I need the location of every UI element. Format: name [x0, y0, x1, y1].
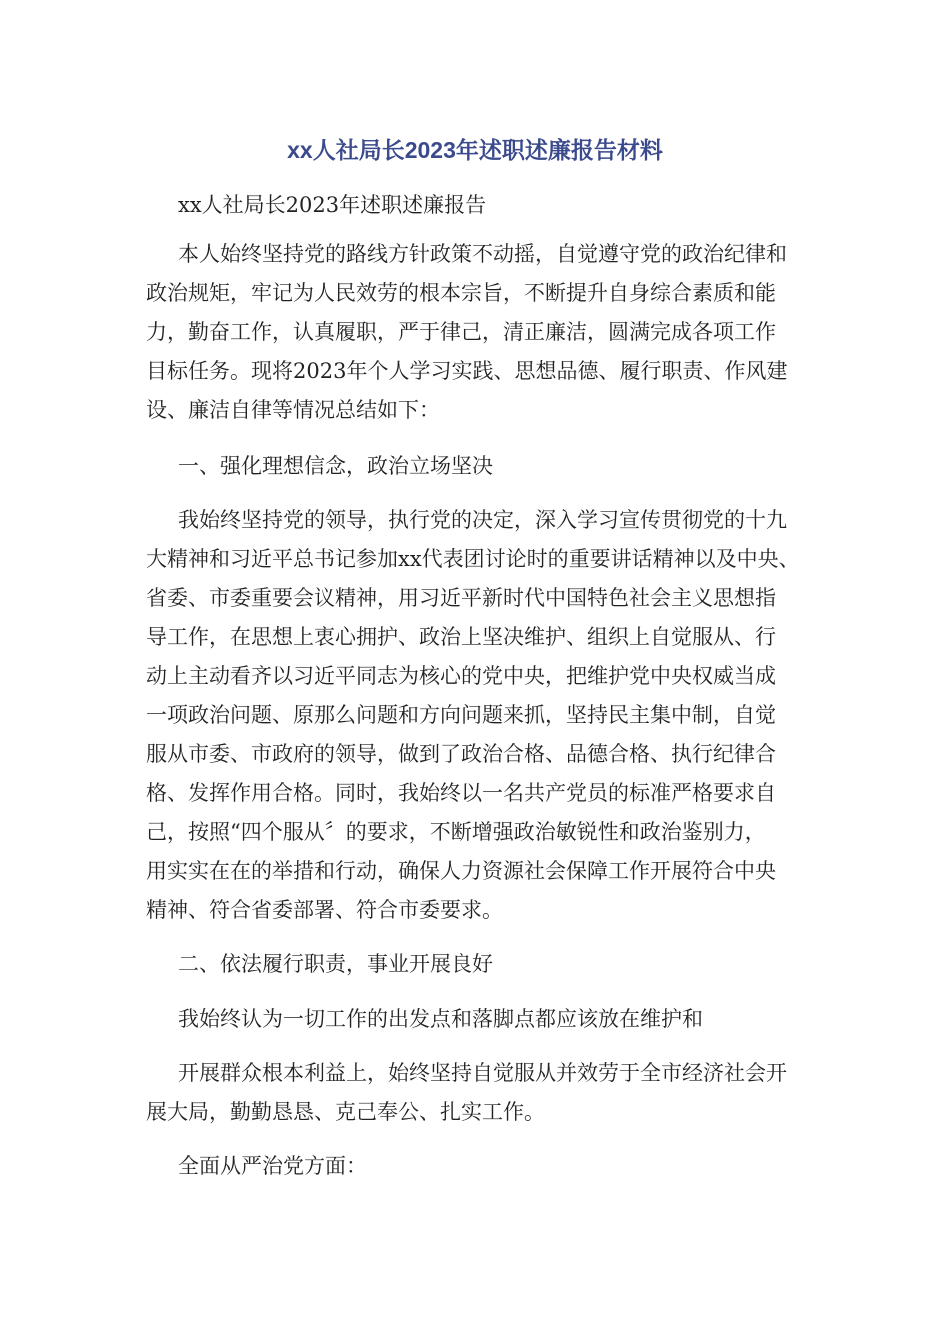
section2-paragraph [146, 1054, 826, 1132]
section1-line: 己，按照“四个服从〞的要求，不断增强政治敏锐性和政治鉴别力， [146, 820, 766, 844]
section2-line: 展大局，勤勤恳恳、克己奉公、扎实工作。 [146, 1100, 545, 1124]
section1-heading: 一、强化理想信念，政治立场坚决 [178, 454, 493, 478]
section1-line: 导工作，在思想上衷心拥护、政治上坚决维护、组织上自觉服从、行 [146, 625, 776, 649]
section1-line: 动上主动看齐以习近平同志为核心的党中央，把维护党中央权威当成 [146, 664, 776, 688]
document-title: xx人社局长2023年述职述廉报告材料 [287, 137, 663, 163]
section1-line: 服从市委、市政府的领导，做到了政治合格、品德合格、执行纪律合 [146, 742, 776, 766]
section1-line: 我始终坚持党的领导，执行党的决定，深入学习宣传贯彻党的十九 [178, 508, 787, 532]
section1-line: 精神、符合省委部署、符合市委要求。 [146, 898, 503, 922]
section3-heading: 全面从严治党方面： [178, 1154, 367, 1178]
section1-line: 用实实在在的举措和行动，确保人力资源社会保障工作开展符合中央 [146, 859, 776, 883]
section2-heading: 二、依法履行职责，事业开展良好 [178, 952, 493, 976]
section1-line: 格、发挥作用合格。同时，我始终以一名共产党员的标准严格要求自 [146, 781, 776, 805]
section2-line: 开展群众根本利益上，始终坚持自觉服从并效劳于全市经济社会开 [178, 1061, 787, 1085]
intro-paragraph [146, 235, 826, 430]
intro-line: 力，勤奋工作，认真履职，严于律己，清正廉洁，圆满完成各项工作 [146, 320, 776, 344]
intro-line: 政治规矩，牢记为人民效劳的根本宗旨，不断提升自身综合素质和能 [146, 281, 776, 305]
intro-line: 目标任务。现将2023年个人学习实践、思想品德、履行职责、作风建 [146, 359, 788, 383]
section2-first-line: 我始终认为一切工作的出发点和落脚点都应该放在维护和 [178, 1007, 703, 1031]
section1-line: 大精神和习近平总书记参加xx代表团讨论时的重要讲话精神以及中央、 [146, 547, 800, 571]
document-subtitle: xx人社局长2023年述职述廉报告 [178, 193, 487, 217]
section1-paragraph [146, 501, 826, 930]
intro-line: 本人始终坚持党的路线方针政策不动摇，自觉遵守党的政治纪律和 [178, 242, 787, 266]
section1-line: 省委、市委重要会议精神，用习近平新时代中国特色社会主义思想指 [146, 586, 776, 610]
section1-line: 一项政治问题、原那么问题和方向问题来抓，坚持民主集中制，自觉 [146, 703, 776, 727]
intro-line: 设、廉洁自律等情况总结如下： [146, 398, 440, 422]
